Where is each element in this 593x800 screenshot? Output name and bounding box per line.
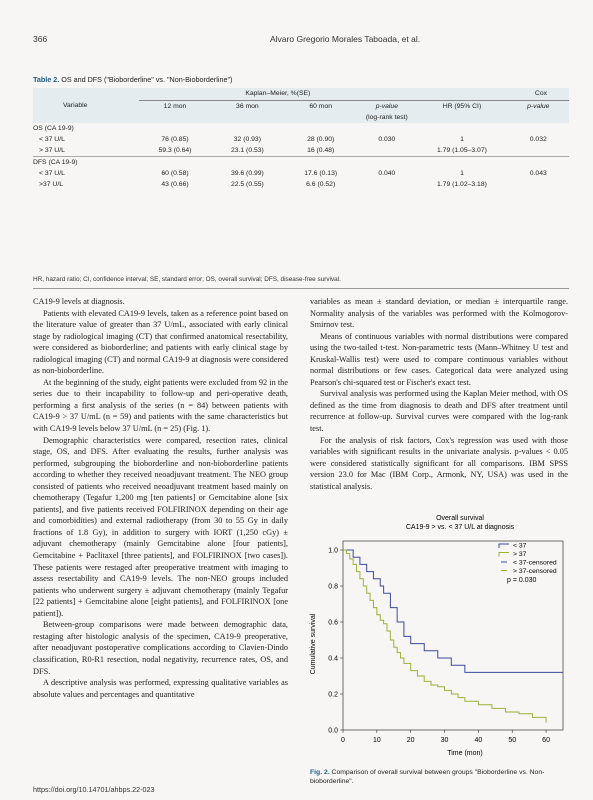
table-cell-p2: 0.032 [529, 135, 547, 143]
table-cell-label: < 37 U/L [39, 169, 65, 177]
col-hr-header: HR (95% CI) [416, 100, 507, 112]
table-cell-hr: 1.79 (1.05–3.07) [437, 146, 487, 154]
paragraph: CA19-9 levels at diagnosis. [33, 297, 125, 306]
table-cell-m12: 76 (0.85) [161, 135, 189, 143]
x-tick-label: 10 [372, 737, 381, 744]
x-tick-label: 0 [341, 737, 345, 744]
y-tick-label: 0.0 [328, 727, 338, 735]
table-cell-m60: 28 (0.90) [307, 135, 335, 143]
table-cell-p [357, 179, 416, 190]
col-60-header: 60 mon [284, 100, 357, 112]
y-tick-label: 0.8 [328, 583, 338, 591]
x-tick-label: 40 [474, 737, 483, 744]
table-row [33, 168, 569, 179]
y-tick-label: 0.4 [328, 655, 338, 663]
table-bottom-rule [33, 288, 569, 289]
table-cell-hr [416, 123, 507, 134]
table-caption-text: OS and DFS ("Bioborderline" vs. "Non-Bioborderline") [59, 75, 233, 84]
y-tick-label: 1.0 [328, 547, 338, 555]
table-cell-m12: 43 (0.66) [161, 180, 189, 188]
col-12-header: 12 mon [139, 100, 210, 112]
table-cell-p2 [508, 145, 569, 157]
right-body-column [310, 296, 568, 492]
paragraph: variables as mean ± standard deviation, or median ± interquartile range. Normality analysis of the variables was performed with the Kolmogorov-Smirnov test. [310, 297, 568, 330]
table-cell-m36 [211, 123, 284, 134]
paragraph: A descriptive analysis was performed, expressing qualitative variables as absolute values and percentages and quantitative [33, 678, 288, 699]
table-cell-m36: 32 (0.93) [233, 135, 261, 143]
left-body-column [33, 296, 288, 700]
table-cell-p: 0.040 [378, 169, 396, 177]
table-cell-m12 [139, 156, 210, 168]
y-tick-label: 0.6 [328, 619, 338, 627]
table-cell-m60 [284, 123, 357, 134]
legend-label: > 37-censored [513, 568, 557, 575]
col-36-header: 36 mon [211, 100, 284, 112]
table-cell-p2 [508, 123, 569, 134]
table-row [33, 145, 569, 157]
table-cell-m12: 59.3 (0.64) [158, 146, 192, 154]
table-cell-label: > 37 U/L [39, 146, 65, 154]
table-row [33, 179, 569, 190]
legend-label: < 37-censored [513, 559, 557, 567]
table-cell-m36: 22.5 (0.55) [230, 180, 264, 188]
paragraph: Survival analysis was performed using the Kaplan Meier method, with OS defined as the time from diagnosis to death and DFS after treatment until recurrence at follow-up. Survival curves were compared with the log-rank test. [310, 389, 568, 434]
table-cell-m36: 39.6 (0.99) [230, 169, 264, 177]
table-cell-m36: 23.1 (0.53) [230, 146, 264, 154]
table-cell-label: OS (CA 19-9) [33, 124, 74, 132]
chart-subtitle: CA19-9 > vs. < 37 U/L at diagnosis [405, 524, 515, 531]
x-tick-label: 50 [508, 737, 517, 744]
table-cell-m36 [211, 156, 284, 168]
col-p1-subheader: (log-rank test) [357, 112, 416, 123]
x-tick-label: 20 [406, 737, 415, 744]
chart-pvalue-annotation: p = 0.030 [507, 577, 537, 584]
table-row [33, 123, 569, 134]
doi-link[interactable]: https://doi.org/10.14701/ahbps.22-023 [33, 785, 155, 794]
paragraph: Between-group comparisons were made between demographic data, restaging after histologic analysis of the specimen, CA19-9 preoperative, after neoadjuvant postoperative complications according to Clavien-Dindo classification, R0-R1 resection, nodal negativity, recurrence rates, OS, and DFS. [33, 620, 288, 676]
group-km-header: Kaplan–Meier, %(SE) [139, 88, 416, 100]
table-cell-label: DFS (CA 19-9) [33, 158, 78, 166]
col-variable-header: Variable [33, 88, 139, 123]
table-caption [33, 75, 232, 84]
table-cell-p [357, 156, 416, 168]
paragraph: Means of continuous variables with normal distributions were compared using the two-tailed t-test. Non-parametric tests (Mann–Whitney U test and Kruskal-Wallis test) were used to compare continuous variables without normal distributions or few cases. Categorical data were analyzed using Pearson's chi-squared test or Fischer's exact test. [310, 331, 568, 387]
paragraph: At the beginning of the study, eight patients were excluded from 92 in the series due to their incapability to follow-up and peri-operative death, performing a first analysis of the series (n = 84) between patients with CA19-9 > 37 U/mL (n = 59) and patients with the same characteristics but with CA19-9 levels below 37 U/mL (n = 25) (Fig. 1). [33, 377, 288, 434]
running-header-authors: Alvaro Gregorio Morales Taboada, et al. [270, 34, 421, 44]
paragraph: For the analysis of risk factors, Cox's regression was used with those variables with significant results in the univariate analysis. p-values < 0.05 were considered statistically significant for all comparisons. IBM SPSS version 23.0 for Mac (IBM Corp., Armonk, NY, USA) was used in the statistical analysis. [310, 435, 568, 491]
paragraph: Demographic characteristics were compared, resection rates, clinical stage, OS, and DFS. After evaluating the results, further analysis was performed, subgrouping the bioborderline and non-bioborderline patients according to whether they received neoadjuvant treatment. The NEO group consisted of patients who received neoadjuvant treatment based mainly on chemotherapy (Tegafur 1,200 mg [ten patients] or Gemcitabine alone [six patients], and five patients received FOLFIRINOX depending on their age and comorbidities) and external radiotherapy (from 30 to 55 Gy in daily fractions of 1.8 Gy), in addition to surgery with IORT (1,250 cGy) ± adjuvant chemotherapy (mainly Gemcitabine alone [four patients], Gemcitabine + Paclitaxel [three patients], and FOLFIRINOX [two cases]). These patients were restaged after preoperative treatment with imaging to assess resectability and CA19-9 levels. The non-NEO groups included patients who underwent surgery ± adjuvant chemotherapy (mainly Tegafur [22 patients] + Gemcitabine alone [eight patients], and FOLFIRINOX [one patient]). [33, 435, 288, 618]
table-cell-p2 [508, 156, 569, 168]
legend-label: < 37 [513, 542, 527, 550]
table-cell-m60: 16 (0.48) [307, 146, 335, 154]
x-tick-label: 60 [542, 737, 550, 744]
table-cell-hr: 1 [460, 135, 464, 143]
group-cox-header: Cox [416, 88, 569, 100]
table-cell-label: < 37 U/L [39, 135, 65, 143]
table-caption-label: Table 2. [33, 75, 60, 84]
legend-line-symbol [499, 553, 509, 557]
chart-ylabel: Cumulative survival [310, 613, 317, 675]
table-cell-m12: 60 (0.58) [161, 169, 189, 177]
table-cell-p: 0.030 [378, 135, 396, 143]
table-cell-p2 [508, 179, 569, 190]
table-cell-m12 [139, 123, 210, 134]
table-cell-p2: 0.043 [529, 169, 547, 177]
table-cell-p [357, 123, 416, 134]
figure-caption-text: Comparison of overall survival between groups "Bioborderline vs. Non-bioborderline". [310, 769, 545, 785]
legend-label: > 37 [513, 551, 527, 558]
x-tick-label: 30 [440, 737, 449, 744]
table-row [33, 134, 569, 145]
col-p2-header: p-value [508, 100, 569, 112]
table-cell-hr: 1 [460, 169, 464, 177]
page-number: 366 [33, 34, 48, 44]
y-tick-label: 0.2 [328, 691, 338, 699]
paragraph: Patients with elevated CA19-9 levels, taken as a reference point based on the literature value of greater than 37 U/mL, associated with early clinical stage by radiological imaging (CT) that confirmed anatomical resectability, were considered as bioborderline; and patients with early clinical stage by radiological imaging (CT) and normal CA19-9 at diagnosis were considered as non-bioborderline. [33, 308, 288, 376]
figure-caption-label: Fig. 2. [310, 769, 330, 776]
legend-line-symbol [499, 544, 509, 548]
table-cell-m60: 6.6 (0.52) [306, 180, 336, 188]
table-row [33, 156, 569, 168]
col-p1-header: p-value [357, 100, 416, 112]
table-cell-hr: 1.79 (1.02–3.18) [437, 180, 487, 188]
chart-title: Overall survival [436, 515, 484, 522]
figure-caption [310, 768, 570, 786]
table-cell-p [357, 145, 416, 157]
table-cell-m60 [284, 156, 357, 168]
table-cell-label: >37 U/L [39, 180, 63, 188]
survival-chart [305, 508, 573, 763]
table-os-dfs [33, 88, 569, 190]
table-cell-hr [416, 156, 507, 168]
table-cell-m60: 17.6 (0.13) [304, 169, 338, 177]
chart-xlabel: Time (mon) [447, 750, 483, 757]
table-footnote: HR, hazard ratio; CI, confidence interval; SE, standard error; OS, overall survival; DFS, disease-free survival. [33, 276, 341, 283]
